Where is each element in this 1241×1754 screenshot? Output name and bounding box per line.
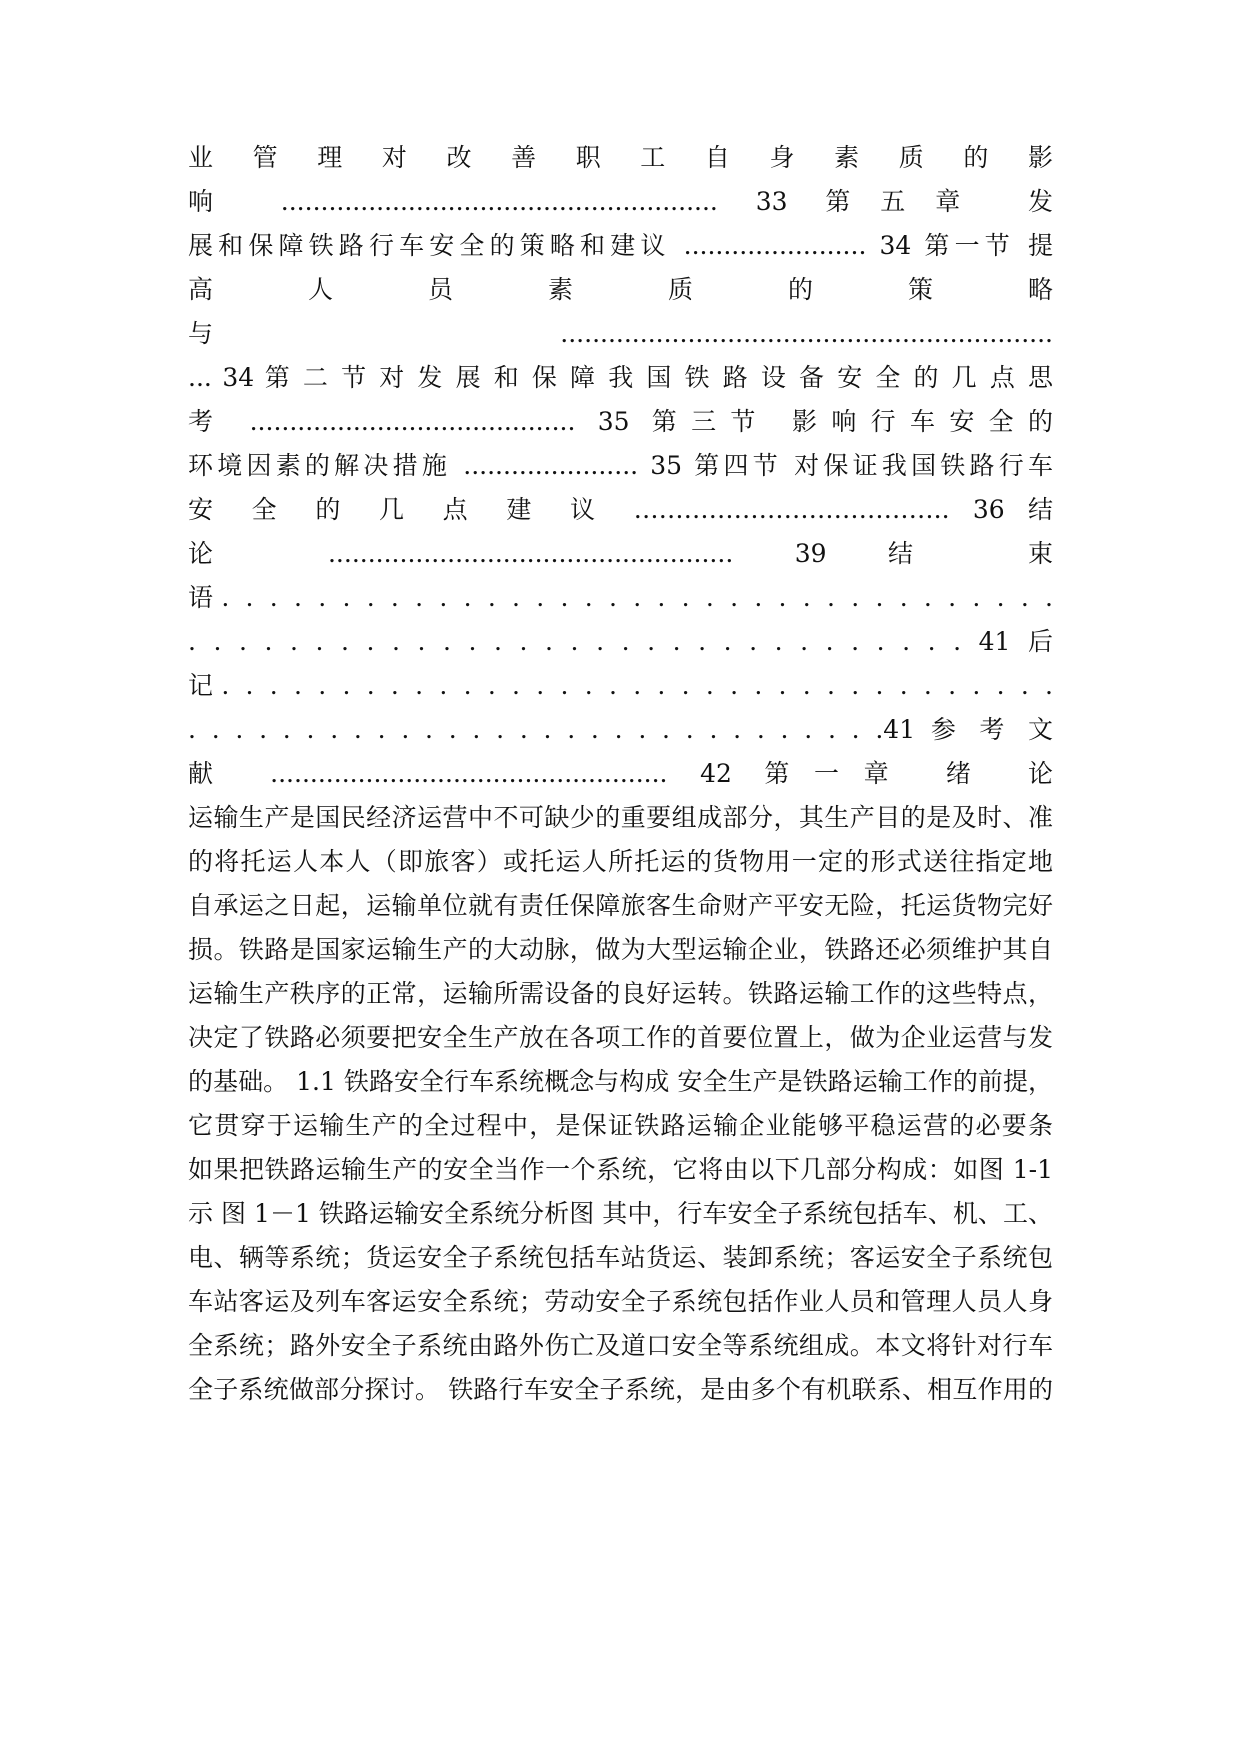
text-line: 自承运之日起，运输单位就有责任保障旅客生命财产平安无险，托运货物完好	[188, 891, 1053, 920]
text-line: 响 ....................................................... 33 第五章 发	[188, 187, 1053, 216]
text-line: 语. . . . . . . . . . . . . . . . . . . . . . . . . . . . . . . . . . .	[188, 583, 1053, 612]
text-line: 示 图 1－1 铁路运输安全系统分析图 其中，行车安全子系统包括车、机、工、	[188, 1199, 1053, 1228]
text-line: 如果把铁路运输生产的安全当作一个系统，它将由以下几部分构成：如图 1-1	[188, 1155, 1053, 1184]
text-line: 车站客运及列车客运安全系统；劳动安全子系统包括作业人员和管理人员人身	[188, 1287, 1053, 1316]
text-line: 的基础。 1.1 铁路安全行车系统概念与构成 安全生产是铁路运输工作的前提，	[188, 1067, 1053, 1096]
text-line: 全子系统做部分探讨。 铁路行车安全子系统，是由多个有机联系、相互作用的	[188, 1375, 1053, 1404]
text-line: 献 .................................................. 42 第一章 绪 论	[188, 759, 1053, 788]
text-line: 与 ..............................................................	[188, 319, 1053, 348]
text-line: 展和保障铁路行车安全的策略和建议 ....................... 34 第一节 提	[188, 231, 1053, 260]
text-line: . . . . . . . . . . . . . . . . . . . . . . . . . . . . . .41 参 考 文	[188, 715, 1053, 744]
text-line: 运输生产秩序的正常，运输所需设备的良好运转。铁路运输工作的这些特点，	[188, 979, 1053, 1008]
text-line: 决定了铁路必须要把安全生产放在各项工作的首要位置上，做为企业运营与发	[188, 1023, 1053, 1052]
text-line: 考 ......................................... 35 第三节 影响行车安全的	[188, 407, 1053, 436]
text-line: . . . . . . . . . . . . . . . . . . . . . . . . . . . . . . . 41 后	[188, 627, 1053, 656]
text-line: 运输生产是国民经济运营中不可缺少的重要组成部分，其生产目的是及时、准	[188, 803, 1053, 832]
text-line: 全系统；路外安全子系统由路外伤亡及道口安全等系统组成。本文将针对行车	[188, 1331, 1053, 1360]
text-line: 电、辆等系统；货运安全子系统包括车站货运、装卸系统；客运安全子系统包	[188, 1243, 1053, 1272]
text-line: 记. . . . . . . . . . . . . . . . . . . . . . . . . . . . . . . . . . .	[188, 671, 1053, 700]
text-line: 它贯穿于运输生产的全过程中，是保证铁路运输企业能够平稳运营的必要条	[188, 1111, 1053, 1140]
text-line: 损。铁路是国家运输生产的大动脉，做为大型运输企业，铁路还必须维护其自	[188, 935, 1053, 964]
text-line: 业 管 理 对 改 善 职 工 自 身 素 质 的 影	[188, 143, 1053, 172]
text-line: 论 ................................................... 39 结 束	[188, 539, 1053, 568]
text-line: ... 34 第 二 节 对 发 展 和 保 障 我 国 铁 路 设 备 安 全 的 几 点 思	[188, 363, 1053, 392]
text-line: 的将托运人本人（即旅客）或托运人所托运的货物用一定的形式送往指定地	[188, 847, 1053, 876]
text-line: 安 全 的 几 点 建 议 ……………………………….. 36 结	[188, 495, 1053, 524]
text-line: 环境因素的解决措施 ...................... 35 第四节 对保证我国铁路行车	[188, 451, 1053, 480]
text-line: 高 人 员 素 质 的 策 略	[188, 275, 1053, 304]
